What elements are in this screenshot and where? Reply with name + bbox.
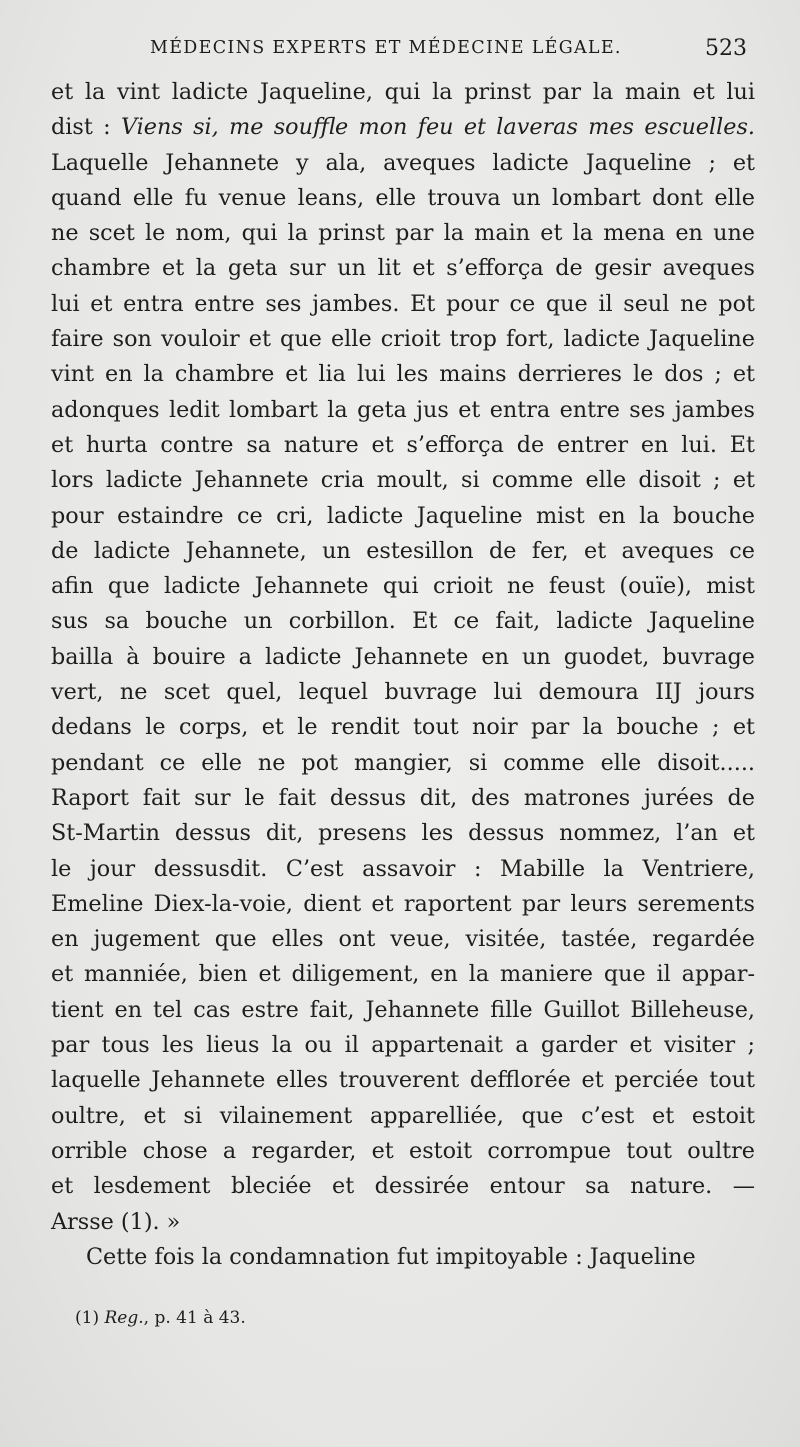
text-line: laquelle Jehannete elles trouverent defflorée et perciée tout xyxy=(51,1067,755,1094)
text-line: dedans le corps, et le rendit tout noir par la bouche ; et xyxy=(51,714,755,741)
text-line: de ladicte Jehannete, un estesillon de fer, et aveques ce xyxy=(51,537,755,564)
italic-quote: Viens si, me souffle mon feu et laveras mes escuelles. xyxy=(120,114,755,141)
text-line: chambre et la geta sur un lit et s’efforça de gesir aveques xyxy=(51,255,755,282)
text-line: Arsse (1). » xyxy=(51,1208,181,1235)
text-line: faire son vouloir et que elle crioit trop fort, ladicte Jaqueline xyxy=(51,326,755,353)
text-line: lui et entra entre ses jambes. Et pour ce que il seul ne pot xyxy=(51,290,755,317)
footnote-ref: Reg. xyxy=(104,1308,144,1328)
text-line: Laquelle Jehannete y ala, aveques ladicte Jaqueline ; et xyxy=(51,149,755,176)
text-line: adonques ledit lombart la geta jus et entra entre ses jambes xyxy=(51,396,755,423)
text-line: lors ladicte Jehannete cria moult, si comme elle disoit ; et xyxy=(51,467,755,494)
text-line: vert, ne scet quel, lequel buvrage lui demoura IIJ jours xyxy=(51,679,755,706)
main-text xyxy=(51,75,755,1275)
text-line: quand elle fu venue leans, elle trouva un lombart dont elle xyxy=(51,184,755,211)
running-title: MÉDECINS EXPERTS ET MÉDECINE LÉGALE. xyxy=(150,38,622,58)
text-line: pendant ce elle ne pot mangier, si comme elle disoit..... xyxy=(51,749,755,776)
text-line: dist : Viens si, me souffle mon feu et laveras mes escuelles. xyxy=(51,114,755,141)
text-line: pour estaindre ce cri, ladicte Jaqueline mist en la bouche xyxy=(51,502,755,529)
footnote-marker: (1) xyxy=(75,1308,100,1328)
page-number: 523 xyxy=(705,36,747,61)
text-line: le jour dessusdit. C’est assavoir : Mabille la Ventriere, xyxy=(51,855,755,882)
text-line: afin que ladicte Jehannete qui crioit ne feust (ouïe), mist xyxy=(51,573,755,600)
text-line: Emeline Diex-la-voie, dient et raportent par leurs serements xyxy=(51,890,755,917)
text-line: et la vint ladicte Jaqueline, qui la prinst par la main et lui xyxy=(51,79,755,105)
text-line: orrible chose a regarder, et estoit corrompue tout oultre xyxy=(51,1137,755,1164)
footnote-pages: , p. 41 à 43. xyxy=(143,1308,246,1328)
text-line: Raport fait sur le fait dessus dit, des matrones jurées de xyxy=(51,784,755,811)
text-line: oultre, et si vilainement apparelliée, que c’est et estoit xyxy=(51,1102,755,1129)
text-line: et lesdement bleciée et dessirée entour sa nature. — xyxy=(51,1173,755,1200)
footnote xyxy=(75,1308,246,1328)
text-line: St-Martin dessus dit, presens les dessus nommez, l’an et xyxy=(51,820,755,847)
text-line: ne scet le nom, qui la prinst par la main et la mena en une xyxy=(51,220,755,247)
text-line: vint en la chambre et lia lui les mains derrieres le dos ; et xyxy=(51,361,755,388)
text-line: par tous les lieus la ou il appartenait a garder et visiter ; xyxy=(51,1032,755,1059)
text-line: Cette fois la condamnation fut impitoyable : Jaqueline xyxy=(86,1243,696,1270)
text-line: sus sa bouche un corbillon. Et ce fait, ladicte Jaqueline xyxy=(51,608,755,635)
text-line: bailla à bouire a ladicte Jehannete en un guodet, buvrage xyxy=(51,643,755,670)
text-line: tient en tel cas estre fait, Jehannete fille Guillot Billeheuse, xyxy=(51,996,755,1023)
text-line: en jugement que elles ont veue, visitée, tastée, regardée xyxy=(51,926,755,953)
text-line: et hurta contre sa nature et s’efforça de entrer en lui. Et xyxy=(51,431,755,458)
text-line: et manniée, bien et diligement, en la maniere que il appar- xyxy=(51,961,755,988)
